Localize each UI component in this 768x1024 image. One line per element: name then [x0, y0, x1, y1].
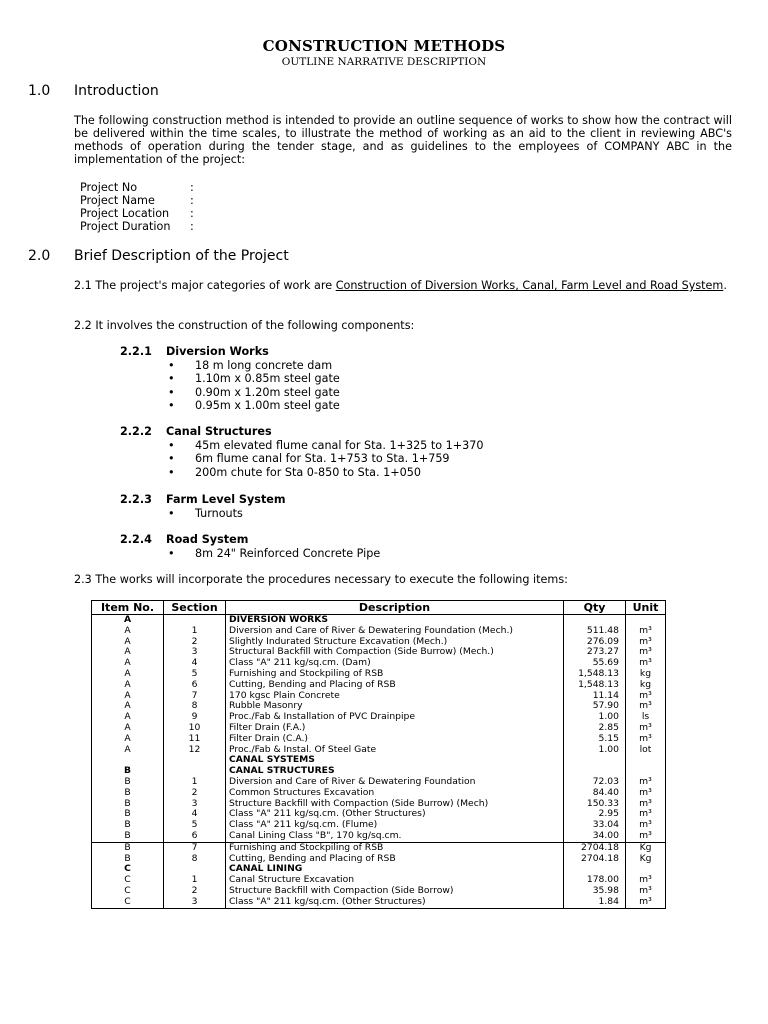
- list-item-text: 45m elevated flume canal for Sta. 1+325 to 1+370: [195, 438, 484, 452]
- list-item: [120, 372, 340, 386]
- cell-section: 1: [164, 777, 226, 788]
- cell-qty: 72.03: [564, 777, 626, 788]
- list-item-text: Turnouts: [195, 506, 243, 520]
- cell-unit: [626, 755, 666, 766]
- cell-unit: m³: [626, 691, 666, 702]
- table-row: [92, 691, 666, 702]
- cell-item-no: A: [92, 734, 164, 745]
- table-header-row: [92, 601, 666, 615]
- bullet-list: [120, 507, 286, 521]
- cell-section: 8: [164, 854, 226, 865]
- cell-item-no: A: [92, 723, 164, 734]
- cell-description: Rubble Masonry: [226, 701, 564, 712]
- list-item-text: 0.90m x 1.20m steel gate: [195, 385, 340, 399]
- cell-description: Class "A" 211 kg/sq.cm. (Dam): [226, 658, 564, 669]
- cell-unit: m³: [626, 647, 666, 658]
- cell-description: Structural Backfill with Compaction (Side Burrow) (Mech.): [226, 647, 564, 658]
- cell-description: Class "A" 211 kg/sq.cm. (Flume): [226, 820, 564, 831]
- table-row: [92, 788, 666, 799]
- cell-unit: m³: [626, 637, 666, 648]
- bullet-list: [120, 547, 380, 561]
- subsection-road-system: [120, 533, 380, 560]
- cell-item-no: B: [92, 842, 164, 853]
- cell-unit: m³: [626, 820, 666, 831]
- cell-section: 8: [164, 701, 226, 712]
- bullet-icon: •: [168, 506, 175, 520]
- table-row: [92, 842, 666, 853]
- table-row: [92, 755, 666, 766]
- table-row: [92, 734, 666, 745]
- paragraph-2-1: [74, 279, 732, 292]
- cell-section: [164, 755, 226, 766]
- section-title: Introduction: [74, 83, 159, 99]
- cell-unit: m³: [626, 886, 666, 897]
- project-info-colon: :: [190, 207, 194, 220]
- cell-item-no: A: [92, 626, 164, 637]
- cell-section: 6: [164, 831, 226, 842]
- cell-item-no: C: [92, 864, 164, 875]
- cell-unit: kg: [626, 680, 666, 691]
- cell-item-no: B: [92, 766, 164, 777]
- table-row: [92, 809, 666, 820]
- cell-unit: Kg: [626, 854, 666, 865]
- cell-description: Cutting, Bending and Placing of RSB: [226, 854, 564, 865]
- subsection-number: 2.2.1: [120, 345, 152, 358]
- section-number: 1.0: [28, 83, 51, 99]
- cell-unit: m³: [626, 799, 666, 810]
- table-row: [92, 854, 666, 865]
- cell-description: Class "A" 211 kg/sq.cm. (Other Structures): [226, 809, 564, 820]
- section-title: Brief Description of the Project: [74, 248, 289, 264]
- list-item: [120, 466, 484, 480]
- table-body: [92, 615, 666, 909]
- bullet-icon: •: [168, 465, 175, 479]
- cell-section: 5: [164, 820, 226, 831]
- cell-description: Common Structures Excavation: [226, 788, 564, 799]
- subsection-number: 2.2.3: [120, 493, 152, 506]
- list-item: [120, 399, 340, 413]
- cell-description: Diversion and Care of River & Dewatering Foundation (Mech.): [226, 626, 564, 637]
- cell-description: Filter Drain (C.A.): [226, 734, 564, 745]
- cell-section: 11: [164, 734, 226, 745]
- list-item: [120, 359, 340, 373]
- cell-qty: 84.40: [564, 788, 626, 799]
- cell-section: 6: [164, 680, 226, 691]
- project-info-row: [80, 181, 194, 194]
- cell-description: CANAL LINING: [226, 864, 564, 875]
- table-row: [92, 723, 666, 734]
- list-item-text: 200m chute for Sta 0-850 to Sta. 1+050: [195, 465, 421, 479]
- cell-qty: 2704.18: [564, 842, 626, 853]
- cell-description: Class "A" 211 kg/sq.cm. (Other Structures): [226, 897, 564, 908]
- cell-qty: [564, 755, 626, 766]
- cell-description: Slightly Indurated Structure Excavation (Mech.): [226, 637, 564, 648]
- list-item: [120, 507, 286, 521]
- document-title: CONSTRUCTION METHODS: [262, 37, 506, 55]
- subsection-diversion-works: [120, 345, 340, 413]
- header-unit: Unit: [626, 601, 666, 615]
- section-heading-introduction: [28, 83, 159, 99]
- cell-description: Proc./Fab & Instal. Of Steel Gate: [226, 745, 564, 756]
- cell-unit: m³: [626, 875, 666, 886]
- project-info-colon: :: [190, 194, 194, 207]
- cell-item-no: A: [92, 647, 164, 658]
- cell-section: 4: [164, 658, 226, 669]
- cell-section: 5: [164, 669, 226, 680]
- cell-item-no: A: [92, 691, 164, 702]
- cell-description: Cutting, Bending and Placing of RSB: [226, 680, 564, 691]
- section-number: 2.0: [28, 248, 51, 264]
- cell-description: Furnishing and Stockpiling of RSB: [226, 669, 564, 680]
- cell-section: 4: [164, 809, 226, 820]
- header-section: Section: [164, 601, 226, 615]
- cell-item-no: B: [92, 809, 164, 820]
- cell-section: 9: [164, 712, 226, 723]
- cell-item-no: B: [92, 820, 164, 831]
- cell-item-no: C: [92, 886, 164, 897]
- table-row: [92, 626, 666, 637]
- bullet-icon: •: [168, 452, 175, 465]
- cell-qty: 1,548.13: [564, 680, 626, 691]
- table-row: [92, 712, 666, 723]
- cell-item-no: A: [92, 669, 164, 680]
- cell-qty: 1,548.13: [564, 669, 626, 680]
- cell-description: Filter Drain (F.A.): [226, 723, 564, 734]
- table-row: [92, 745, 666, 756]
- project-info-colon: :: [190, 220, 194, 233]
- cell-qty: 34.00: [564, 831, 626, 842]
- list-item: [120, 452, 484, 466]
- list-item: [120, 547, 380, 561]
- cell-description: Diversion and Care of River & Dewatering Foundation: [226, 777, 564, 788]
- cell-section: 10: [164, 723, 226, 734]
- cell-description: Proc./Fab & Installation of PVC Drainpipe: [226, 712, 564, 723]
- cell-unit: m³: [626, 734, 666, 745]
- cell-item-no: A: [92, 680, 164, 691]
- cell-qty: 178.00: [564, 875, 626, 886]
- table-row: [92, 864, 666, 875]
- table-row: [92, 680, 666, 691]
- bullet-list: [120, 359, 340, 413]
- works-items-table: [91, 600, 666, 909]
- cell-unit: m³: [626, 658, 666, 669]
- subsection-number: 2.2.4: [120, 533, 152, 546]
- list-item-text: 6m flume canal for Sta. 1+753 to Sta. 1+759: [195, 452, 450, 465]
- list-item-text: 1.10m x 0.85m steel gate: [195, 372, 340, 385]
- cell-section: 3: [164, 897, 226, 908]
- cell-item-no: B: [92, 777, 164, 788]
- cell-item-no: B: [92, 799, 164, 810]
- header-qty: Qty: [564, 601, 626, 615]
- intro-paragraph: The following construction method is intended to provide an outline sequence of works to show how the contract will be delivered within the time scales, to illustrate the method of working as an aid to the client in reviewing ABC's methods of operation during the tender stage, and as guidelines to the employees of COMPANY ABC in the implementation of the project:: [74, 114, 732, 166]
- cell-description: CANAL STRUCTURES: [226, 766, 564, 777]
- cell-description: CANAL SYSTEMS: [226, 755, 564, 766]
- cell-qty: 33.04: [564, 820, 626, 831]
- cell-item-no: C: [92, 875, 164, 886]
- cell-item-no: A: [92, 615, 164, 626]
- cell-item-no: B: [92, 788, 164, 799]
- cell-section: 3: [164, 799, 226, 810]
- project-info-row: [80, 220, 194, 233]
- project-info-colon: :: [190, 181, 194, 194]
- header-description: Description: [226, 601, 564, 615]
- bullet-icon: •: [168, 546, 175, 560]
- cell-description: Structure Backfill with Compaction (Side Borrow): [226, 886, 564, 897]
- cell-unit: m³: [626, 777, 666, 788]
- cell-unit: ls: [626, 712, 666, 723]
- cell-description: Canal Structure Excavation: [226, 875, 564, 886]
- project-info-label: Project Duration: [80, 220, 171, 233]
- project-info-row: [80, 207, 194, 220]
- project-info-label: Project Name: [80, 194, 155, 207]
- cell-section: 12: [164, 745, 226, 756]
- cell-section: 2: [164, 637, 226, 648]
- cell-qty: 35.98: [564, 886, 626, 897]
- cell-qty: 57.90: [564, 701, 626, 712]
- cell-item-no: A: [92, 701, 164, 712]
- list-item-text: 0.95m x 1.00m steel gate: [195, 399, 340, 412]
- paragraph-text: .: [723, 279, 727, 292]
- cell-unit: m³: [626, 897, 666, 908]
- cell-item-no: A: [92, 658, 164, 669]
- cell-unit: Kg: [626, 842, 666, 853]
- cell-section: 7: [164, 842, 226, 853]
- cell-qty: 2704.18: [564, 854, 626, 865]
- cell-section: 7: [164, 691, 226, 702]
- table-row: [92, 897, 666, 908]
- table-row: [92, 647, 666, 658]
- work-categories-text: Construction of Diversion Works, Canal, Farm Level and Road System: [335, 279, 724, 292]
- bullet-icon: •: [168, 385, 175, 399]
- subsection-canal-structures: [120, 425, 484, 479]
- project-info-label: Project No: [80, 181, 138, 194]
- cell-qty: 1.00: [564, 745, 626, 756]
- cell-qty: 276.09: [564, 637, 626, 648]
- bullet-icon: •: [168, 399, 175, 412]
- table-row: [92, 777, 666, 788]
- cell-qty: 2.95: [564, 809, 626, 820]
- bullet-list: [120, 439, 484, 480]
- project-info-label: Project Location: [80, 207, 170, 220]
- cell-unit: m³: [626, 626, 666, 637]
- cell-description: DIVERSION WORKS: [226, 615, 564, 626]
- cell-unit: m³: [626, 701, 666, 712]
- cell-qty: 1.00: [564, 712, 626, 723]
- cell-unit: m³: [626, 831, 666, 842]
- cell-section: 1: [164, 626, 226, 637]
- document-subtitle: OUTLINE NARRATIVE DESCRIPTION: [281, 56, 487, 68]
- cell-section: 1: [164, 875, 226, 886]
- list-item: [120, 439, 484, 453]
- cell-item-no: A: [92, 712, 164, 723]
- subsection-title: Canal Structures: [166, 425, 272, 438]
- cell-qty: 1.84: [564, 897, 626, 908]
- cell-item-no: B: [92, 831, 164, 842]
- cell-description: 170 kgsc Plain Concrete: [226, 691, 564, 702]
- cell-description: Canal Lining Class "B", 170 kg/sq.cm.: [226, 831, 564, 842]
- cell-unit: m³: [626, 723, 666, 734]
- paragraph-text: 2.1 The project's major categories of work are: [74, 279, 336, 292]
- cell-unit: kg: [626, 669, 666, 680]
- cell-section: 2: [164, 788, 226, 799]
- subsection-title: Road System: [166, 533, 249, 546]
- cell-qty: 150.33: [564, 799, 626, 810]
- table-row: [92, 831, 666, 842]
- cell-section: 2: [164, 886, 226, 897]
- subsection-title: Diversion Works: [166, 345, 269, 358]
- project-info-row: [80, 194, 194, 207]
- cell-qty: 2.85: [564, 723, 626, 734]
- cell-unit: m³: [626, 809, 666, 820]
- bullet-icon: •: [168, 438, 175, 452]
- cell-item-no: A: [92, 745, 164, 756]
- bullet-icon: •: [168, 358, 175, 372]
- project-info-list: [80, 181, 194, 233]
- header-item-no: Item No.: [92, 601, 164, 615]
- cell-qty: 511.48: [564, 626, 626, 637]
- cell-qty: 55.69: [564, 658, 626, 669]
- cell-item-no: A: [92, 637, 164, 648]
- cell-unit: lot: [626, 745, 666, 756]
- subsection-farm-level-system: [120, 493, 286, 520]
- paragraph-2-3: 2.3 The works will incorporate the procedures necessary to execute the following items:: [74, 573, 568, 586]
- cell-qty: 5.15: [564, 734, 626, 745]
- list-item-text: 18 m long concrete dam: [195, 358, 333, 372]
- cell-item-no: C: [92, 897, 164, 908]
- list-item: [120, 386, 340, 400]
- subsection-number: 2.2.2: [120, 425, 152, 438]
- list-item-text: 8m 24" Reinforced Concrete Pipe: [195, 546, 381, 560]
- cell-section: 3: [164, 647, 226, 658]
- cell-description: Furnishing and Stockpiling of RSB: [226, 842, 564, 853]
- cell-description: Structure Backfill with Compaction (Side Burrow) (Mech): [226, 799, 564, 810]
- section-heading-project-description: [28, 248, 289, 264]
- cell-unit: m³: [626, 788, 666, 799]
- bullet-icon: •: [168, 372, 175, 385]
- cell-qty: 11.14: [564, 691, 626, 702]
- cell-qty: 273.27: [564, 647, 626, 658]
- cell-item-no: B: [92, 854, 164, 865]
- subsection-title: Farm Level System: [166, 493, 286, 506]
- paragraph-2-2: 2.2 It involves the construction of the following components:: [74, 319, 415, 332]
